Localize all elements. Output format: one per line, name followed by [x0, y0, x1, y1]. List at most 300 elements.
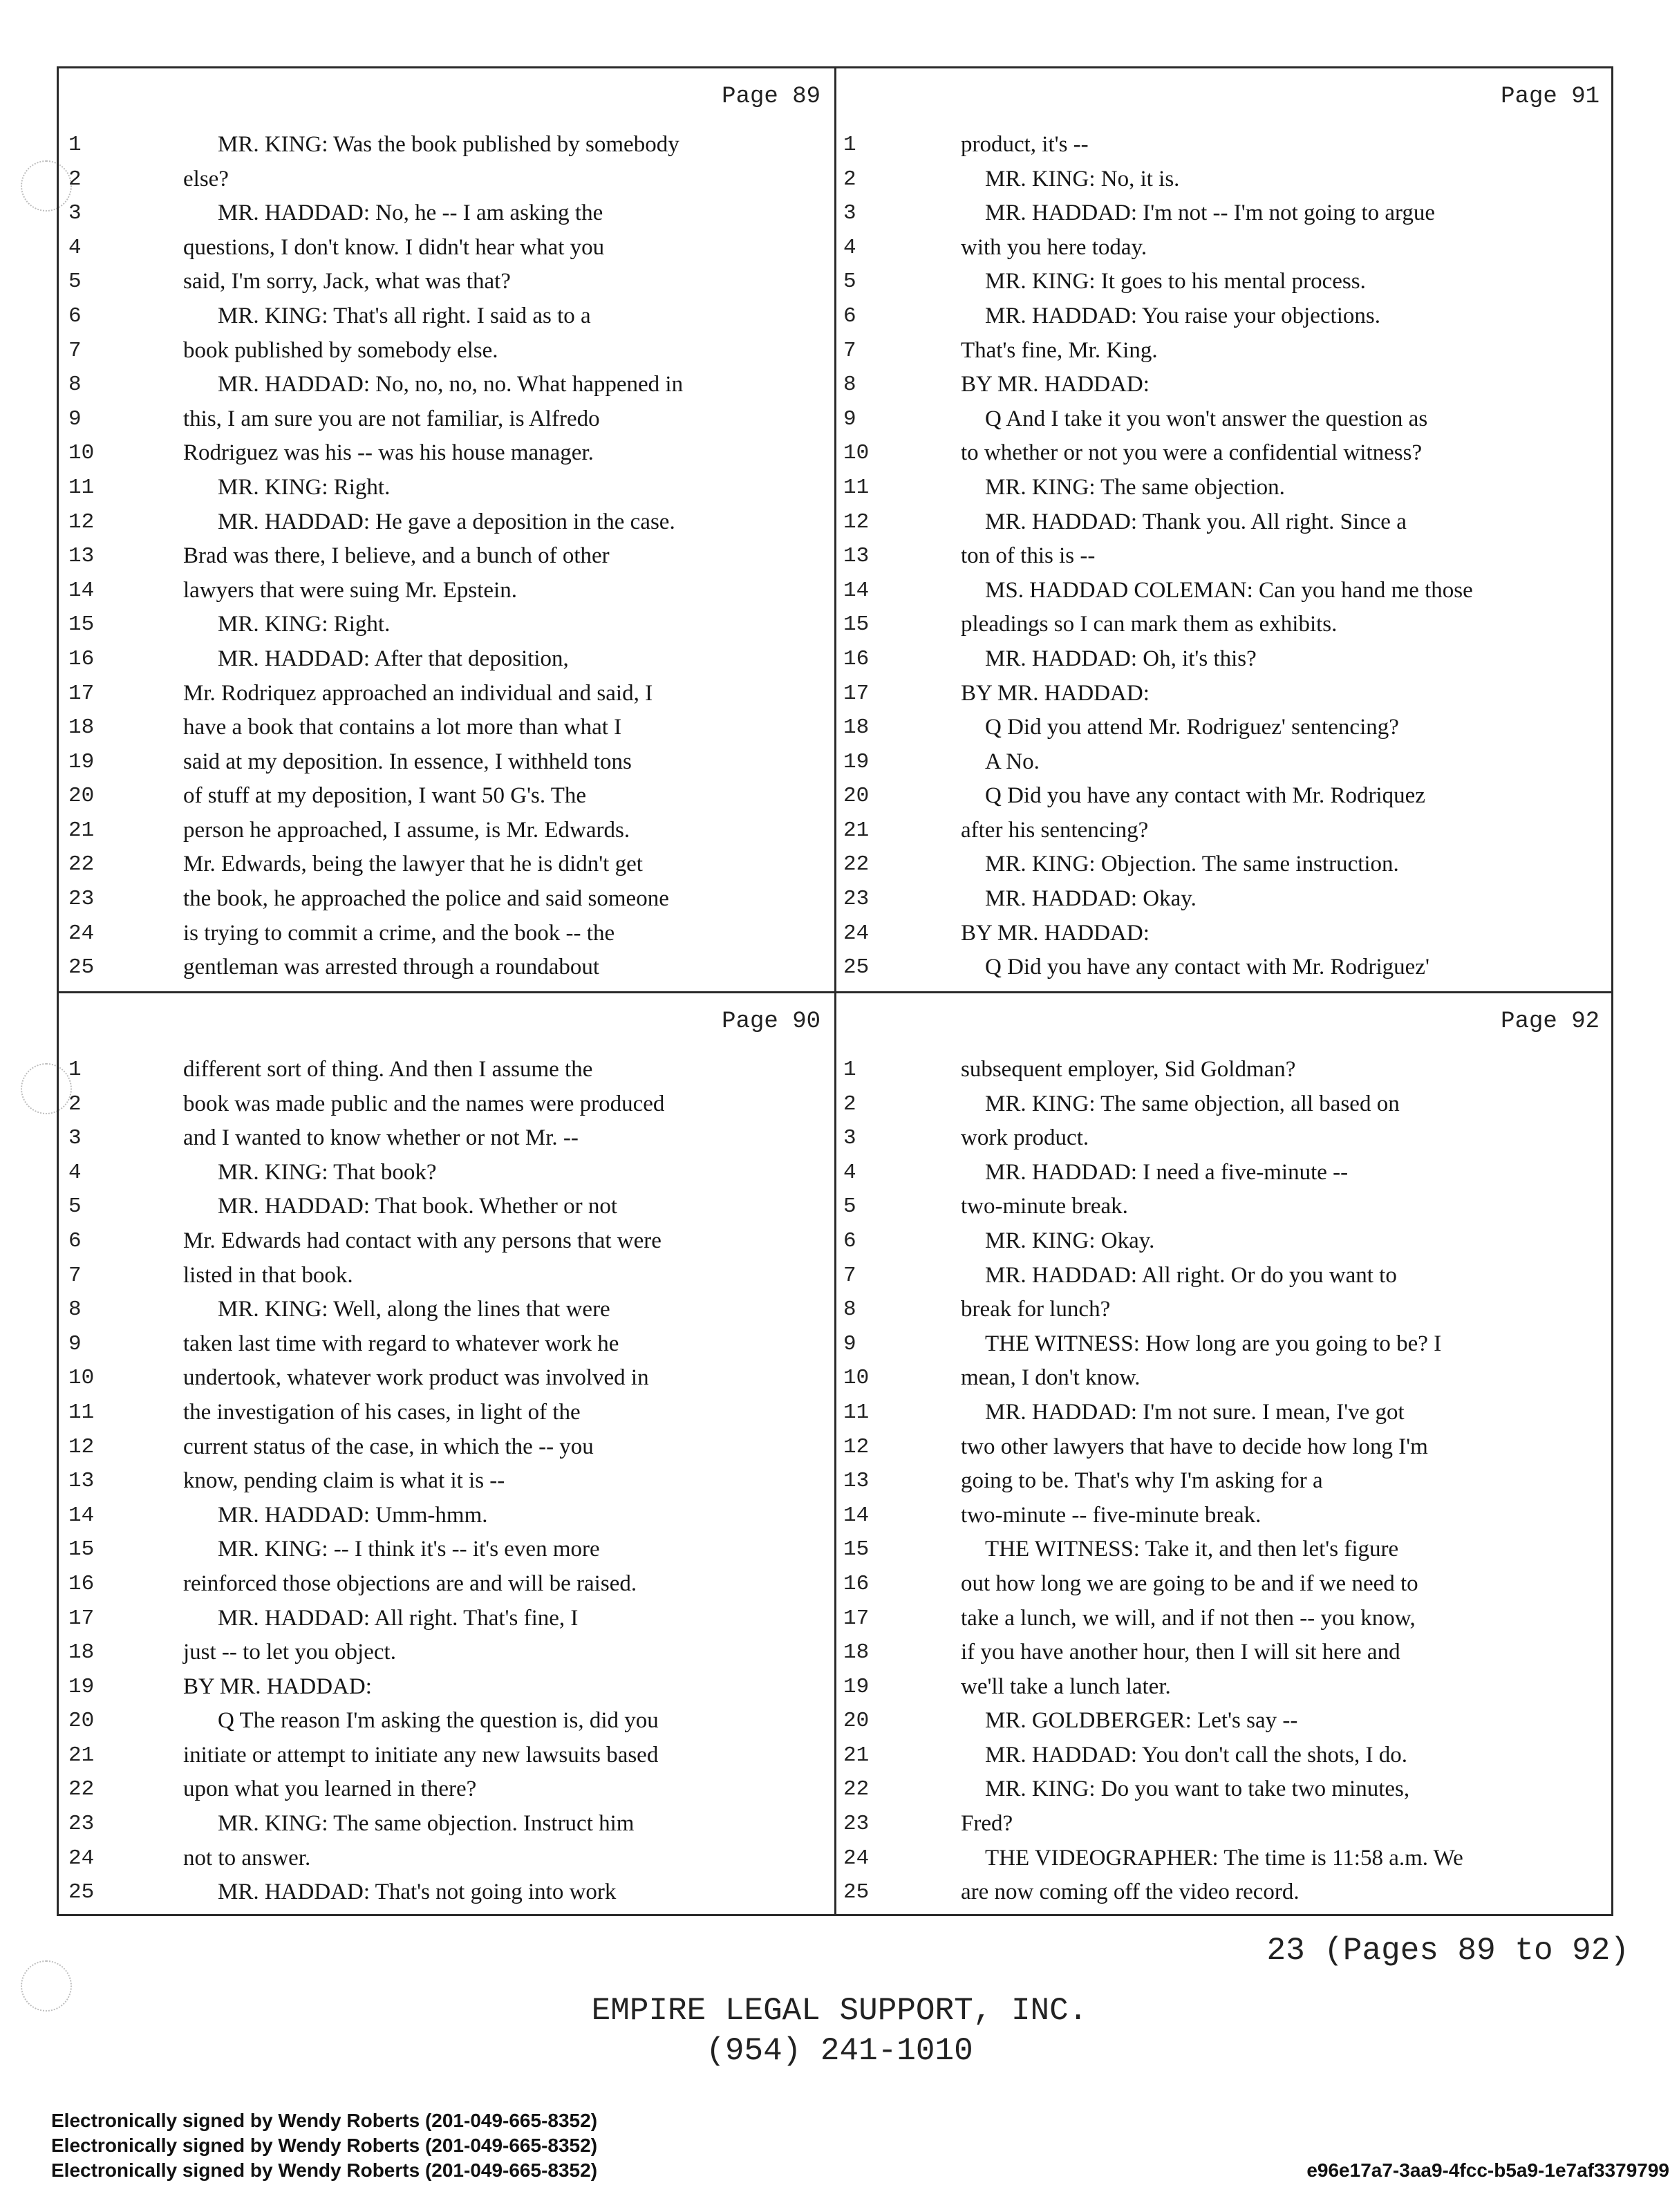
line-text: not to answer.	[183, 1845, 311, 1871]
transcript-line	[836, 608, 1613, 642]
line-text: That's fine, Mr. King.	[961, 337, 1158, 363]
line-text: ton of this is --	[961, 543, 1096, 569]
line-text: MR. HADDAD: No, he -- I am asking the	[218, 200, 603, 226]
line-number: 7	[843, 1263, 856, 1288]
line-number: 5	[68, 1194, 82, 1219]
transcript-lines	[59, 128, 834, 985]
transcript-line	[836, 334, 1613, 368]
line-text: we'll take a lunch later.	[961, 1674, 1171, 1699]
line-number: 2	[843, 1091, 856, 1116]
transcript-line	[836, 1772, 1613, 1807]
line-text: are now coming off the video record.	[961, 1880, 1300, 1905]
line-number: 16	[843, 1571, 870, 1596]
line-text: MR. KING: No, it is.	[985, 166, 1180, 191]
line-number: 3	[843, 1126, 856, 1151]
line-text: MR. KING: Do you want to take two minutes,	[985, 1777, 1410, 1802]
line-text: Fred?	[961, 1811, 1013, 1837]
line-text: MR. HADDAD: That's not going into work	[218, 1880, 617, 1905]
transcript-lines	[59, 1053, 834, 1910]
line-number: 10	[843, 1366, 870, 1391]
transcript-line	[836, 1499, 1613, 1533]
transcript-page-89	[59, 68, 836, 993]
line-text: Mr. Edwards had contact with any persons that were	[183, 1228, 662, 1253]
line-text: going to be. That's why I'm asking for a	[961, 1468, 1323, 1494]
line-text: Q Did you attend Mr. Rodriguez' sentencing?	[985, 715, 1399, 740]
transcript-line	[836, 1327, 1613, 1362]
transcript-line	[836, 1875, 1613, 1910]
line-text: MR. HADDAD: Umm-hmm.	[218, 1502, 488, 1528]
line-number: 1	[68, 133, 82, 157]
transcript-line	[59, 608, 834, 642]
transcript-line	[836, 1259, 1613, 1293]
line-text: MR. KING: It goes to his mental process.	[985, 269, 1366, 294]
line-number: 8	[68, 373, 82, 397]
line-number: 16	[68, 646, 95, 671]
line-number: 7	[843, 338, 856, 363]
line-number: 13	[68, 544, 95, 569]
line-number: 14	[68, 578, 95, 603]
transcript-line	[836, 814, 1613, 848]
line-text: questions, I don't know. I didn't hear what you	[183, 234, 605, 260]
transcript-line	[59, 1293, 834, 1327]
line-number: 15	[68, 1537, 95, 1562]
transcript-line	[836, 1156, 1613, 1190]
line-number: 17	[68, 681, 95, 706]
line-number: 15	[843, 612, 870, 637]
line-number: 18	[68, 715, 95, 740]
transcript-line	[836, 162, 1613, 197]
line-text: undertook, whatever work product was involved in	[183, 1365, 649, 1391]
transcript-line	[836, 882, 1613, 917]
transcript-line	[836, 677, 1613, 711]
transcript-line	[59, 847, 834, 882]
transcript-line	[836, 299, 1613, 334]
transcript-line	[836, 1670, 1613, 1705]
line-number: 11	[843, 1400, 870, 1425]
line-text: different sort of thing. And then I assume the	[183, 1057, 593, 1082]
line-number: 4	[68, 235, 82, 260]
line-number: 18	[68, 1640, 95, 1665]
line-text: to whether or not you were a confidential witness?	[961, 440, 1423, 466]
transcript-line	[59, 1875, 834, 1910]
line-text: book published by somebody else.	[183, 337, 498, 363]
line-text: have a book that contains a lot more than what I	[183, 715, 622, 740]
line-number: 19	[68, 749, 95, 774]
transcript-line	[59, 1430, 834, 1465]
line-text: THE VIDEOGRAPHER: The time is 11:58 a.m. We	[985, 1845, 1463, 1871]
transcript-line	[836, 471, 1613, 505]
transcript-line	[836, 1087, 1613, 1122]
line-text: upon what you learned in there?	[183, 1777, 477, 1802]
line-text: lawyers that were suing Mr. Epstein.	[183, 577, 517, 603]
transcript-line	[59, 814, 834, 848]
line-number: 7	[68, 1263, 82, 1288]
transcript-line	[59, 711, 834, 745]
line-text: Mr. Edwards, being the lawyer that he is didn't get	[183, 852, 643, 877]
line-text: just -- to let you object.	[183, 1640, 396, 1665]
transcript-line	[836, 711, 1613, 745]
line-text: reinforced those objections are and will be raised.	[183, 1571, 637, 1596]
line-number: 18	[843, 715, 870, 740]
line-number: 14	[843, 578, 870, 603]
line-text: MR. HADDAD: He gave a deposition in the case.	[218, 509, 675, 534]
transcript-line	[59, 1464, 834, 1499]
line-number: 5	[843, 270, 856, 294]
transcript-line	[836, 1738, 1613, 1773]
line-number: 19	[843, 749, 870, 774]
line-text: current status of the case, in which the -- you	[183, 1434, 594, 1459]
transcript-line	[59, 1704, 834, 1738]
line-text: two-minute -- five-minute break.	[961, 1502, 1261, 1528]
transcript-line	[836, 1121, 1613, 1156]
line-text: take a lunch, we will, and if not then -- you know,	[961, 1605, 1416, 1631]
transcript-line	[59, 1396, 834, 1430]
line-number: 25	[843, 955, 870, 980]
line-number: 6	[68, 1228, 82, 1253]
transcript-line	[59, 436, 834, 471]
transcript-line	[59, 1224, 834, 1259]
line-text: book was made public and the names were produced	[183, 1091, 665, 1116]
transcript-line	[836, 1533, 1613, 1567]
transcript-line	[59, 1361, 834, 1396]
transcript-line	[836, 1224, 1613, 1259]
transcript-line	[836, 642, 1613, 677]
transcript-line	[836, 847, 1613, 882]
line-number: 23	[843, 887, 870, 912]
line-text: MS. HADDAD COLEMAN: Can you hand me those	[985, 577, 1473, 603]
line-text: MR. KING: Right.	[218, 612, 391, 637]
line-number: 13	[843, 544, 870, 569]
line-text: MR. HADDAD: No, no, no, no. What happened in	[218, 372, 684, 397]
line-number: 13	[843, 1469, 870, 1494]
transcript-line	[59, 950, 834, 985]
line-text: MR. KING: Was the book published by somebody	[218, 132, 679, 157]
line-number: 13	[68, 1469, 95, 1494]
line-number: 4	[843, 1160, 856, 1185]
transcript-line	[836, 505, 1613, 540]
transcript-line	[836, 368, 1613, 402]
line-number: 4	[68, 1160, 82, 1185]
line-text: MR. HADDAD: That book. Whether or not	[218, 1194, 618, 1219]
transcript-line	[59, 779, 834, 814]
line-number: 19	[68, 1674, 95, 1699]
line-number: 24	[843, 921, 870, 946]
transcript-line	[836, 231, 1613, 265]
line-text: if you have another hour, then I will sit here and	[961, 1640, 1400, 1665]
line-number: 7	[68, 338, 82, 363]
transcript-line	[836, 539, 1613, 574]
line-number: 4	[843, 235, 856, 260]
line-number: 23	[68, 887, 95, 912]
line-text: BY MR. HADDAD:	[961, 920, 1150, 946]
line-text: MR. GOLDBERGER: Let's say --	[985, 1708, 1298, 1734]
line-number: 14	[68, 1503, 95, 1528]
line-text: MR. HADDAD: I'm not sure. I mean, I've got	[985, 1399, 1405, 1425]
line-number: 2	[68, 167, 82, 191]
transcript-line	[836, 1567, 1613, 1602]
line-text: pleadings so I can mark them as exhibits.	[961, 612, 1338, 637]
line-text: Q Did you have any contact with Mr. Rodriquez	[985, 783, 1425, 809]
line-text: MR. HADDAD: Oh, it's this?	[985, 646, 1257, 671]
transcript-line	[836, 128, 1613, 162]
firm-block	[0, 1991, 1679, 2071]
line-number: 22	[68, 852, 95, 877]
transcript-line	[836, 1053, 1613, 1087]
line-number: 12	[68, 1434, 95, 1459]
transcript-line	[59, 1772, 834, 1807]
transcript-line	[836, 1430, 1613, 1465]
transcript-line	[59, 1602, 834, 1636]
line-number: 10	[843, 441, 870, 466]
signature-block	[51, 2108, 597, 2183]
line-number: 14	[843, 1503, 870, 1528]
transcript-line	[59, 1190, 834, 1224]
transcript-line	[836, 1293, 1613, 1327]
line-number: 15	[843, 1537, 870, 1562]
line-number: 17	[68, 1606, 95, 1631]
transcript-line	[59, 368, 834, 402]
line-text: said at my deposition. In essence, I withheld tons	[183, 749, 632, 774]
line-number: 20	[843, 1709, 870, 1734]
transcript-line	[836, 436, 1613, 471]
line-text: with you here today.	[961, 234, 1147, 260]
line-number: 5	[843, 1194, 856, 1219]
page-header: Page 90	[722, 1009, 820, 1035]
line-text: BY MR. HADDAD:	[183, 1674, 372, 1699]
transcript-line	[59, 471, 834, 505]
line-number: 18	[843, 1640, 870, 1665]
line-number: 25	[843, 1880, 870, 1905]
transcript-line	[59, 231, 834, 265]
line-number: 15	[68, 612, 95, 637]
transcript-line	[59, 505, 834, 540]
line-number: 3	[843, 201, 856, 226]
line-number: 20	[843, 784, 870, 809]
line-text: Q The reason I'm asking the question is, did you	[218, 1708, 659, 1734]
transcript-line	[836, 1190, 1613, 1224]
line-number: 20	[68, 784, 95, 809]
line-text: MR. HADDAD: After that deposition,	[218, 646, 569, 671]
line-text: MR. KING: The same objection.	[985, 474, 1285, 500]
line-number: 9	[843, 1331, 856, 1356]
line-number: 17	[843, 1606, 870, 1631]
transcript-page-92	[836, 993, 1613, 1916]
page-header: Page 89	[722, 84, 820, 110]
transcript-line	[59, 1841, 834, 1876]
document-hash: e96e17a7-3aa9-4fcc-b5a9-1e7af3379799	[1306, 2159, 1669, 2181]
line-number: 21	[843, 1743, 870, 1768]
transcript-line	[836, 574, 1613, 608]
transcript-line	[836, 1704, 1613, 1738]
page-header: Page 92	[1501, 1009, 1600, 1035]
line-text: Rodriguez was his -- was his house manager.	[183, 440, 594, 466]
transcript-line	[59, 1533, 834, 1567]
line-number: 17	[843, 681, 870, 706]
line-number: 6	[843, 303, 856, 328]
line-text: out how long we are going to be and if we need to	[961, 1571, 1418, 1596]
transcript-page-91	[836, 68, 1613, 993]
line-text: MR. KING: The same objection. Instruct him	[218, 1811, 635, 1837]
transcript-line	[59, 402, 834, 437]
transcript-line	[836, 917, 1613, 951]
signature-line: Electronically signed by Wendy Roberts (201-049-665-8352)	[51, 2159, 598, 2181]
line-text: mean, I don't know.	[961, 1365, 1141, 1391]
line-number: 8	[68, 1297, 82, 1322]
signature-line: Electronically signed by Wendy Roberts (201-049-665-8352)	[51, 2135, 598, 2156]
line-number: 24	[68, 921, 95, 946]
line-number: 1	[68, 1058, 82, 1082]
line-text: and I wanted to know whether or not Mr. --	[183, 1125, 579, 1151]
transcript-line	[836, 1635, 1613, 1670]
line-text: of stuff at my deposition, I want 50 G's. The	[183, 783, 587, 809]
line-text: product, it's --	[961, 132, 1089, 157]
line-number: 16	[68, 1571, 95, 1596]
transcript-sheet	[57, 66, 1613, 1916]
transcript-page-90	[59, 993, 836, 1916]
transcript-line	[59, 1259, 834, 1293]
line-number: 8	[843, 373, 856, 397]
transcript-line	[59, 574, 834, 608]
transcript-line	[59, 162, 834, 197]
transcript-line	[59, 1156, 834, 1190]
line-text: two-minute break.	[961, 1194, 1128, 1219]
line-text: Mr. Rodriquez approached an individual and said, I	[183, 680, 653, 706]
transcript-line	[59, 917, 834, 951]
transcript-line	[836, 1841, 1613, 1876]
line-number: 12	[68, 509, 95, 534]
transcript-line	[836, 265, 1613, 299]
transcript-line	[836, 1602, 1613, 1636]
line-text: MR. KING: Well, along the lines that were	[218, 1297, 610, 1322]
transcript-line	[59, 539, 834, 574]
line-number: 9	[68, 1331, 82, 1356]
line-number: 5	[68, 270, 82, 294]
line-text: gentleman was arrested through a roundabout	[183, 955, 600, 980]
line-number: 23	[843, 1812, 870, 1837]
line-text: else?	[183, 166, 229, 191]
line-text: Brad was there, I believe, and a bunch of other	[183, 543, 610, 569]
transcript-line	[59, 745, 834, 780]
line-number: 20	[68, 1709, 95, 1734]
line-text: MR. KING: The same objection, all based on	[985, 1091, 1400, 1116]
transcript-line	[59, 1670, 834, 1705]
line-number: 10	[68, 441, 95, 466]
line-text: MR. HADDAD: All right. That's fine, I	[218, 1605, 579, 1631]
line-text: said, I'm sorry, Jack, what was that?	[183, 269, 511, 294]
line-text: two other lawyers that have to decide how long I'm	[961, 1434, 1428, 1459]
line-text: A No.	[985, 749, 1040, 774]
transcript-line	[59, 299, 834, 334]
transcript-line	[59, 196, 834, 231]
line-text: person he approached, I assume, is Mr. Edwards.	[183, 817, 630, 843]
line-text: THE WITNESS: How long are you going to be? I	[985, 1331, 1442, 1356]
line-number: 8	[843, 1297, 856, 1322]
line-number: 9	[843, 406, 856, 431]
line-number: 19	[843, 1674, 870, 1699]
line-text: listed in that book.	[183, 1262, 353, 1288]
transcript-line	[836, 1396, 1613, 1430]
line-text: MR. HADDAD: Okay.	[985, 886, 1197, 912]
line-number: 3	[68, 201, 82, 226]
transcript-line	[59, 882, 834, 917]
line-number: 22	[843, 1777, 870, 1802]
line-text: MR. KING: Objection. The same instruction.	[985, 852, 1399, 877]
page-header: Page 91	[1501, 84, 1600, 110]
firm-name: EMPIRE LEGAL SUPPORT, INC.	[591, 1993, 1088, 2029]
line-number: 9	[68, 406, 82, 431]
firm-phone: (954) 241-1010	[706, 2033, 973, 2069]
transcript-lines	[836, 1053, 1613, 1910]
transcript-line	[59, 334, 834, 368]
signature-line: Electronically signed by Wendy Roberts (201-049-665-8352)	[51, 2110, 598, 2131]
line-number: 2	[68, 1091, 82, 1116]
line-text: break for lunch?	[961, 1297, 1111, 1322]
line-text: subsequent employer, Sid Goldman?	[961, 1057, 1296, 1082]
line-text: Q Did you have any contact with Mr. Rodriguez'	[985, 955, 1429, 980]
line-text: is trying to commit a crime, and the book -- the	[183, 920, 615, 946]
line-number: 22	[843, 852, 870, 877]
line-number: 3	[68, 1126, 82, 1151]
line-number: 1	[843, 133, 856, 157]
transcript-line	[836, 745, 1613, 780]
line-text: MR. HADDAD: All right. Or do you want to	[985, 1262, 1397, 1288]
transcript-line	[836, 1464, 1613, 1499]
line-number: 24	[68, 1846, 95, 1871]
line-number: 1	[843, 1058, 856, 1082]
line-text: MR. HADDAD: I'm not -- I'm not going to argue	[985, 200, 1436, 226]
transcript-line	[59, 1327, 834, 1362]
line-text: know, pending claim is what it is --	[183, 1468, 505, 1494]
line-text: Q And I take it you won't answer the question as	[985, 406, 1428, 431]
transcript-line	[59, 1738, 834, 1773]
transcript-line	[59, 642, 834, 677]
line-number: 6	[68, 303, 82, 328]
line-text: initiate or attempt to initiate any new lawsuits based	[183, 1742, 659, 1768]
transcript-lines	[836, 128, 1613, 985]
transcript-line	[836, 402, 1613, 437]
line-text: the book, he approached the police and said someone	[183, 886, 669, 912]
transcript-line	[59, 1087, 834, 1122]
line-number: 6	[843, 1228, 856, 1253]
line-text: this, I am sure you are not familiar, is Alfredo	[183, 406, 600, 431]
line-text: taken last time with regard to whatever work he	[183, 1331, 619, 1356]
line-text: MR. KING: That book?	[218, 1159, 437, 1185]
transcript-line	[836, 196, 1613, 231]
line-text: BY MR. HADDAD:	[961, 680, 1150, 706]
line-text: MR. KING: Right.	[218, 474, 391, 500]
line-number: 12	[843, 509, 870, 534]
line-number: 10	[68, 1366, 95, 1391]
transcript-line	[59, 128, 834, 162]
line-text: work product.	[961, 1125, 1089, 1151]
line-number: 16	[843, 646, 870, 671]
transcript-line	[59, 1807, 834, 1841]
line-number: 11	[68, 1400, 95, 1425]
line-number: 12	[843, 1434, 870, 1459]
transcript-line	[836, 1807, 1613, 1841]
line-text: THE WITNESS: Take it, and then let's figure	[985, 1537, 1399, 1562]
transcript-line	[59, 1499, 834, 1533]
transcript-line	[59, 265, 834, 299]
line-number: 11	[68, 475, 95, 500]
line-number: 21	[843, 818, 870, 843]
transcript-line	[836, 950, 1613, 985]
transcript-line	[59, 1635, 834, 1670]
line-text: MR. KING: Okay.	[985, 1228, 1155, 1253]
page-range-label: 23 (Pages 89 to 92)	[1266, 1933, 1629, 1969]
line-number: 22	[68, 1777, 95, 1802]
line-number: 23	[68, 1812, 95, 1837]
